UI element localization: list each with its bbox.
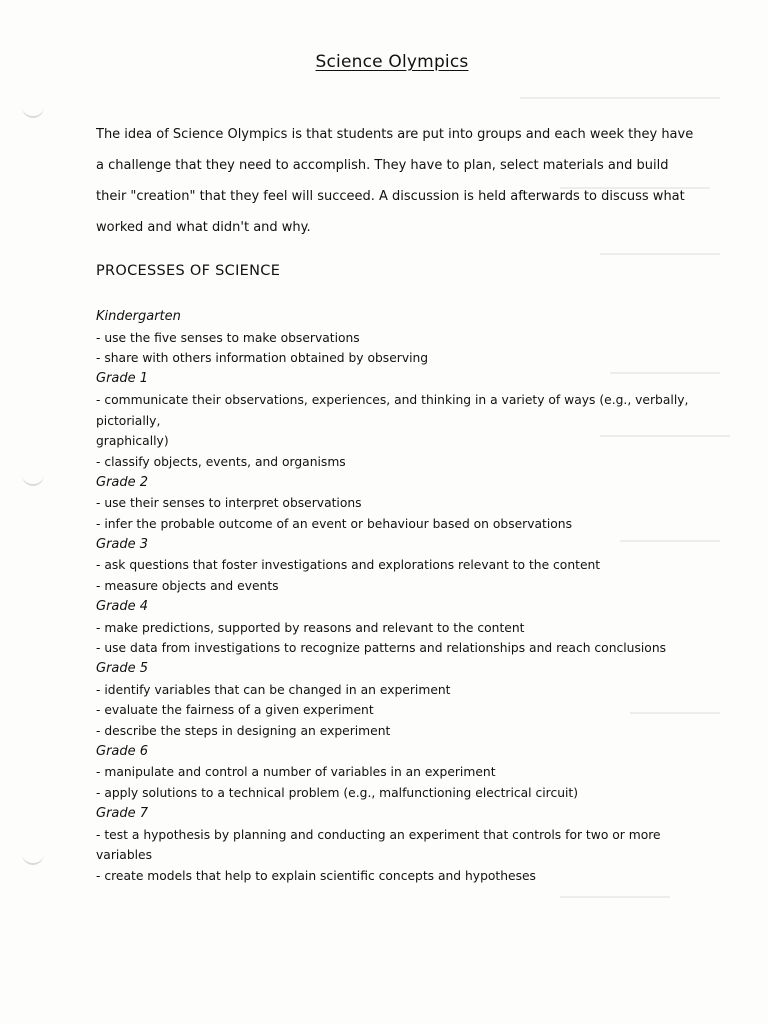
- outcome-line: - measure objects and events: [96, 579, 279, 594]
- outcome-line: - use their senses to interpret observations: [96, 496, 362, 511]
- section-heading: PROCESSES OF SCIENCE: [96, 263, 281, 279]
- outcome-line: - share with others information obtained by observing: [96, 351, 429, 366]
- intro-text: The idea of Science Olympics is that students are put into groups and each week they have a challenge that they need to accomplish. They have to plan, select materials and build their "creation" that they feel will succeed. A discussion is held afterwards to discuss what worked and what didn't and why.: [96, 127, 694, 235]
- grade-heading: Kindergarten: [96, 309, 181, 324]
- intro-paragraph: [96, 119, 696, 243]
- grade-heading: Grade 4: [96, 598, 149, 614]
- bleed-through-line: [560, 896, 670, 898]
- bleed-through-line: [600, 253, 720, 255]
- grade-heading: Grade 6: [96, 743, 149, 759]
- outcome-line: - test a hypothesis by planning and conducting an experiment that controls for two or more: [96, 827, 661, 842]
- outcome-line: - make predictions, supported by reasons and relevant to the content: [96, 620, 525, 635]
- outcome-line: variables: [96, 848, 153, 863]
- outcome-line: - create models that help to explain scientific concepts and hypotheses: [96, 868, 536, 883]
- outcome-line: - evaluate the fairness of a given experiment: [96, 703, 374, 718]
- outcome-line: - classify objects, events, and organisms: [96, 454, 346, 469]
- grade-heading: Grade 5: [96, 660, 149, 676]
- grade-heading: Grade 1: [96, 371, 149, 387]
- grades-list: [96, 307, 696, 887]
- grade-heading: Grade 2: [96, 474, 149, 490]
- punch-hole-shadow: [22, 106, 44, 118]
- outcome-line: - identify variables that can be changed in an experiment: [96, 682, 451, 697]
- document-title: Science Olympics: [315, 52, 469, 72]
- outcome-line: - use data from investigations to recognize patterns and relationships and reach conclusions: [96, 641, 667, 656]
- outcome-line: - apply solutions to a technical problem (e.g., malfunctioning electrical circuit): [96, 786, 579, 801]
- outcome-line: - infer the probable outcome of an event or behaviour based on observations: [96, 517, 573, 532]
- punch-hole-shadow: [22, 853, 44, 865]
- outcome-line: - ask questions that foster investigations and explorations relevant to the content: [96, 558, 601, 573]
- outcome-line: graphically): [96, 434, 169, 449]
- outcome-line: - use the five senses to make observations: [96, 330, 360, 345]
- outcome-line: - communicate their observations, experiences, and thinking in a variety of ways (e.g., verbally,: [96, 392, 689, 407]
- outcome-line: pictorially,: [96, 413, 161, 428]
- grade-heading: Grade 7: [96, 805, 149, 821]
- bleed-through-line: [520, 97, 720, 99]
- outcome-line: - describe the steps in designing an experiment: [96, 724, 391, 739]
- grade-heading: Grade 3: [96, 536, 149, 552]
- punch-hole-shadow: [22, 474, 44, 486]
- outcome-line: - manipulate and control a number of variables in an experiment: [96, 765, 496, 780]
